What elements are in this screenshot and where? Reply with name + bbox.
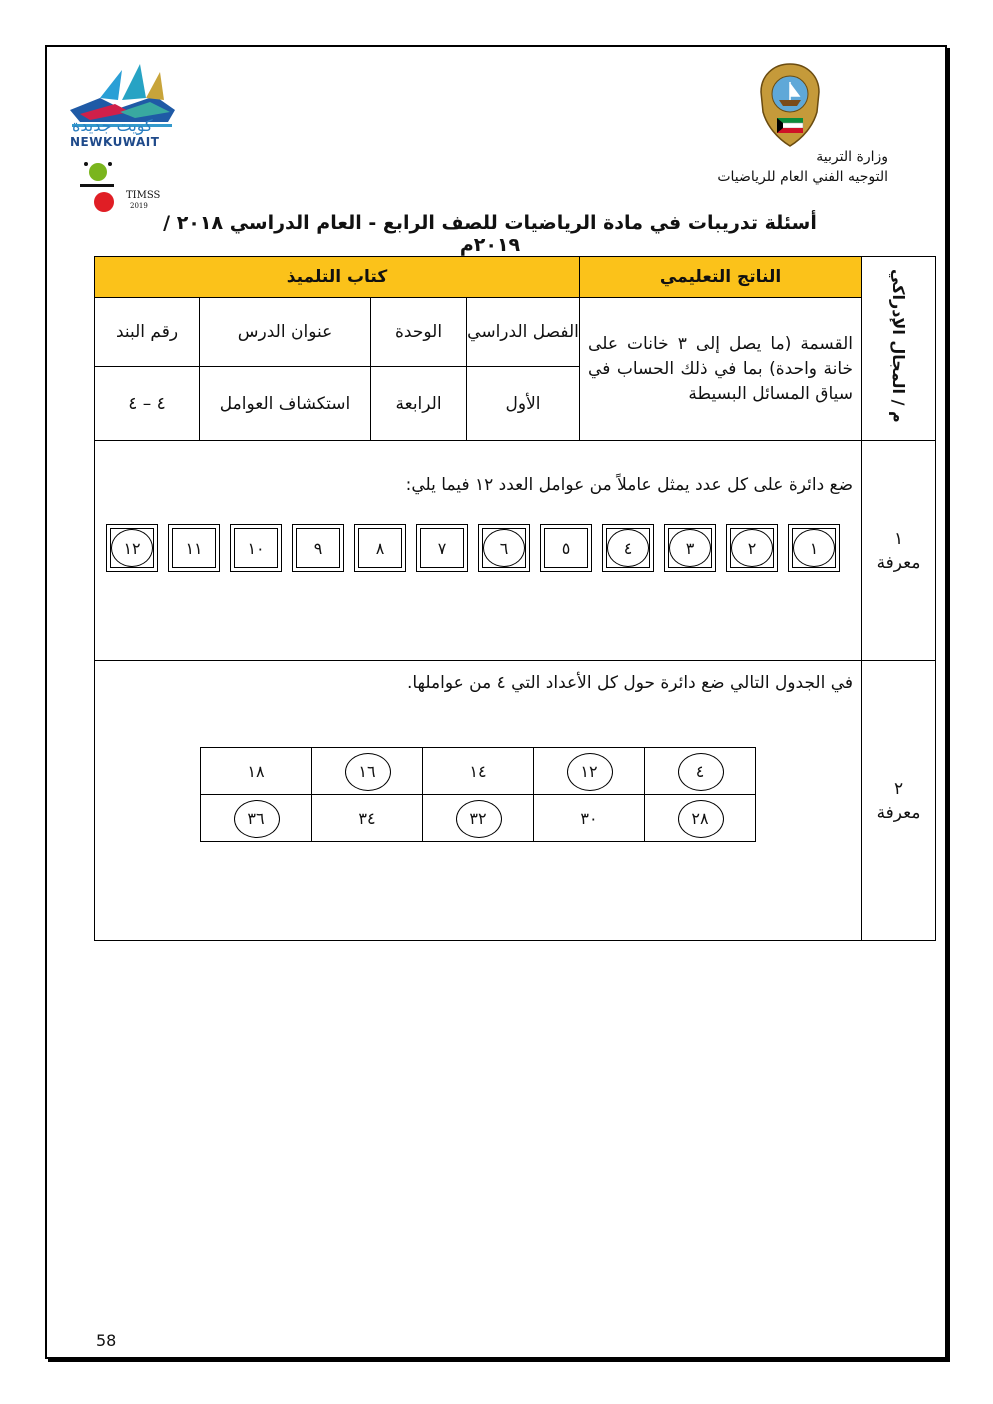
q1-number-value: ٧ xyxy=(437,538,447,558)
q1-number-value: ١٠ xyxy=(247,538,265,558)
lesson-label: عنوان الدرس xyxy=(200,298,371,367)
q1-number-value: ٨ xyxy=(375,538,385,558)
q2-text: في الجدول التالي ضع دائرة حول كل الأعداد التي ٤ من عواملها. xyxy=(406,673,854,693)
q2-grid-value: ١٨ xyxy=(247,761,265,781)
q1-number-box[interactable] xyxy=(416,524,468,572)
q2-grid-cell[interactable] xyxy=(201,795,312,842)
outcome-header: الناتج التعليمي xyxy=(580,257,862,298)
ministry-heading xyxy=(717,147,888,187)
logo-english-text: NEWKUWAIT xyxy=(70,135,160,149)
q1-number-box[interactable] xyxy=(478,524,530,572)
term-label: الفصل الدراسي xyxy=(467,298,580,367)
q2-number-grid xyxy=(200,747,756,842)
q2-grid-cell[interactable] xyxy=(312,748,423,795)
answer-circle xyxy=(678,753,724,791)
q2-content xyxy=(95,661,862,941)
domain-column-header: م / المجال الإدراكي xyxy=(862,257,936,441)
unit-value: الرابعة xyxy=(371,367,467,441)
q2-grid-cell[interactable] xyxy=(645,748,756,795)
item-value: ٤ – ٤ xyxy=(95,367,200,441)
q1-number-value: ٥ xyxy=(561,538,571,558)
q2-grid-value: ١٦ xyxy=(358,761,376,781)
answer-circle xyxy=(678,800,724,838)
q2-grid-cell[interactable] xyxy=(534,795,645,842)
q1-number-box[interactable] xyxy=(540,524,592,572)
unit-label: الوحدة xyxy=(371,298,467,367)
q2-grid-cell[interactable] xyxy=(423,795,534,842)
lesson-value: استكشاف العوامل xyxy=(200,367,371,441)
logo-arabic-text: كويت جديدة xyxy=(72,116,153,135)
q1-number-value: ١١ xyxy=(185,538,203,558)
q1-number-value: ٩ xyxy=(313,538,323,558)
q2-grid-cell[interactable] xyxy=(423,748,534,795)
q1-number-value: ١ xyxy=(809,538,819,558)
q2-grid-row-1 xyxy=(201,748,756,795)
term-value: الأول xyxy=(467,367,580,441)
answer-circle xyxy=(669,529,711,567)
page-title: أسئلة تدريبات في مادة الرياضيات للصف الرابع - العام الدراسي ٢٠١٨ / ٢٠١٩م xyxy=(163,212,817,256)
q1-number: ١ xyxy=(893,528,904,549)
page-number: 58 xyxy=(96,1331,117,1350)
timss-logo xyxy=(78,158,123,216)
kuwait-emblem xyxy=(753,60,828,150)
q1-number-value: ١٢ xyxy=(123,538,141,558)
q1-domain-cell xyxy=(862,441,936,661)
q2-grid-cell[interactable] xyxy=(312,795,423,842)
timss-year: 2019 xyxy=(130,202,148,210)
q1-number-box[interactable] xyxy=(106,524,158,572)
q1-number-box[interactable] xyxy=(292,524,344,572)
answer-circle xyxy=(345,753,391,791)
q2-domain-cell xyxy=(862,661,936,941)
answer-circle xyxy=(607,529,649,567)
answer-circle xyxy=(731,529,773,567)
student-book-header: كتاب التلميذ xyxy=(95,257,580,298)
q1-number-value: ٣ xyxy=(685,538,695,558)
q1-number-box[interactable] xyxy=(664,524,716,572)
q2-grid-cell[interactable] xyxy=(534,748,645,795)
q2-grid-cell[interactable] xyxy=(201,748,312,795)
q1-text: ضع دائرة على كل عدد يمثل عاملاً من عوامل العدد ١٢ فيما يلي: xyxy=(405,475,854,495)
q2-grid-row-2 xyxy=(201,795,756,842)
q1-number-value: ٢ xyxy=(747,538,757,558)
q1-number-box[interactable] xyxy=(168,524,220,572)
worksheet-table xyxy=(94,256,936,941)
answer-circle xyxy=(456,800,502,838)
answer-circle xyxy=(483,529,525,567)
q1-number-box[interactable] xyxy=(726,524,778,572)
q2-grid-value: ٢٨ xyxy=(691,808,709,828)
item-label: رقم البند xyxy=(95,298,200,367)
q1-number-value: ٤ xyxy=(623,538,633,558)
answer-circle xyxy=(234,800,280,838)
q2-number: ٢ xyxy=(893,778,904,799)
answer-circle xyxy=(567,753,613,791)
q2-grid-value: ٣٤ xyxy=(358,808,376,828)
q2-domain: معرفة xyxy=(876,802,921,823)
q1-domain: معرفة xyxy=(876,552,921,573)
q2-grid-value: ٤ xyxy=(695,761,705,781)
q2-grid-value: ٣٦ xyxy=(247,808,265,828)
answer-circle xyxy=(111,529,153,567)
q2-grid-value: ١٤ xyxy=(469,761,487,781)
q1-number-box[interactable] xyxy=(354,524,406,572)
q1-number-box[interactable] xyxy=(788,524,840,572)
answer-circle xyxy=(793,529,835,567)
q1-number-box[interactable] xyxy=(602,524,654,572)
department-name: التوجيه الفني العام للرياضيات xyxy=(717,169,888,185)
outcome-text: القسمة (ما يصل إلى ٣ خانات على خانة واحدة) بما في ذلك الحساب في سياق المسائل البسيطة xyxy=(580,298,862,441)
ministry-name: وزارة التربية xyxy=(816,149,888,165)
timss-text: TIMSS xyxy=(126,190,161,201)
q2-grid-cell[interactable] xyxy=(645,795,756,842)
q2-grid-value: ٣٢ xyxy=(469,808,487,828)
q1-number-box[interactable] xyxy=(230,524,282,572)
q1-number-value: ٦ xyxy=(499,538,509,558)
q1-content xyxy=(95,441,862,661)
q2-grid-value: ٣٠ xyxy=(580,808,598,828)
q2-grid-value: ١٢ xyxy=(580,761,598,781)
